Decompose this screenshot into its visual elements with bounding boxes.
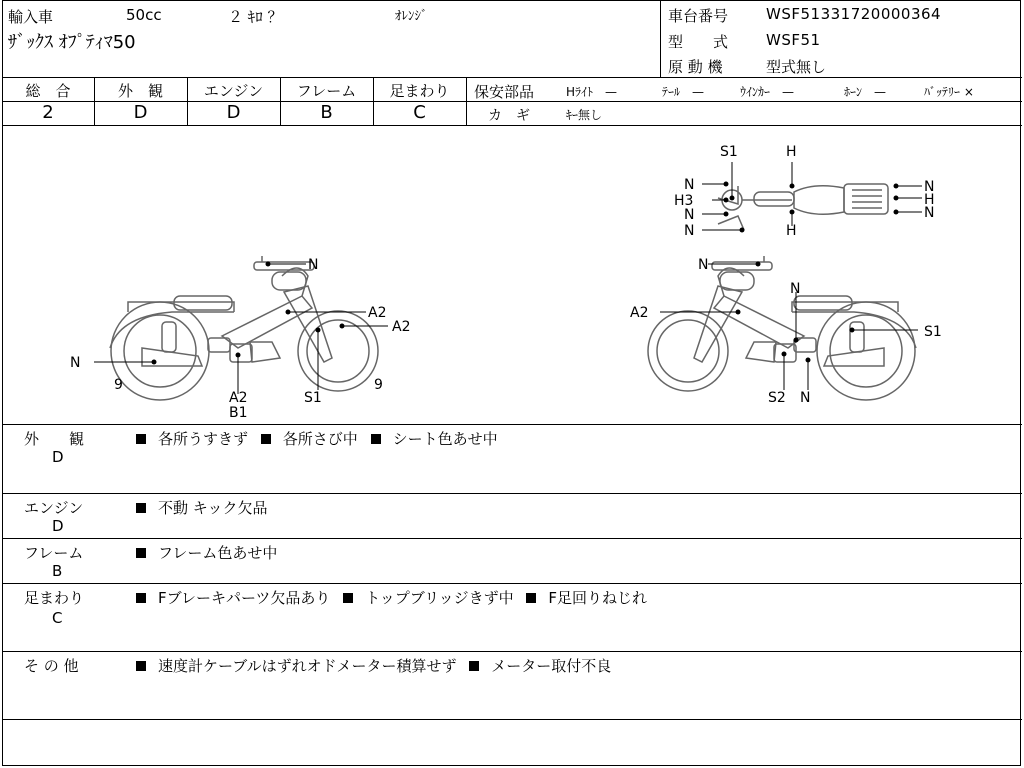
rating-header-overall: 総 合 — [25, 82, 71, 100]
note-label-frame: フレーム — [24, 544, 84, 562]
bullet-icon — [343, 593, 353, 603]
bullet-icon — [136, 548, 146, 558]
header-divider — [660, 0, 661, 77]
divider — [2, 77, 1022, 78]
key-value: ｷｰ無し — [566, 108, 603, 122]
damage-diagram — [2, 126, 1022, 424]
note-item: フレーム色あせ中 — [158, 544, 278, 562]
note-item: F足回りねじれ — [548, 589, 647, 607]
diagram-label: 9 — [374, 377, 383, 393]
note-grade-suspension: C — [52, 609, 63, 627]
rating-value-engine: D — [226, 102, 241, 123]
model-name: ｻﾞｯｸｽ ｵﾌﾟﾃｨﾏ50 — [8, 32, 136, 53]
note-item: 不動 キック欠品 — [158, 499, 268, 517]
safety-winker: ｳｲﾝｶｰ — — [740, 85, 795, 99]
vehicle-color: ｵﾚﾝｼﾞ — [395, 9, 428, 24]
divider — [2, 538, 1022, 539]
model-type-label: 型 式 — [668, 33, 729, 51]
diagram-label: H3 — [674, 193, 694, 209]
diagram-label: H — [786, 144, 797, 160]
displacement: 50cc — [126, 6, 162, 24]
note-item: メーター取付不良 — [491, 657, 612, 675]
safety-headlight: Hﾗｲﾄ — — [566, 85, 618, 99]
note-item: 各所うすきず — [158, 430, 249, 448]
rating-header-frame: フレーム — [296, 82, 357, 100]
divider — [2, 651, 1022, 652]
bullet-icon — [261, 434, 271, 444]
safety-taillight: ﾃｰﾙ — — [662, 85, 705, 99]
note-item: 各所さび中 — [282, 430, 358, 448]
diagram-label: N — [308, 257, 319, 273]
frame-no-label: 車台番号 — [668, 7, 729, 25]
scooter-right-side-view — [648, 256, 916, 400]
diagram-label: S1 — [924, 324, 942, 340]
divider — [466, 101, 1022, 102]
diagram-label: S1 — [304, 390, 322, 406]
rating-value-overall: 2 — [42, 102, 54, 123]
safety-horn: ﾎｰﾝ — — [844, 85, 887, 99]
diagram-label: S2 — [768, 390, 786, 406]
diagram-label: B1 — [229, 405, 248, 421]
diagram-label: H — [924, 192, 935, 208]
bullet-icon — [469, 661, 479, 671]
frame-no: WSF51331720000364 — [766, 5, 942, 23]
diagram-label: H — [786, 223, 797, 239]
diagram-label: N — [698, 257, 709, 273]
diagram-label: A2 — [229, 390, 248, 406]
note-grade-exterior: D — [52, 448, 64, 466]
bullet-icon — [136, 661, 146, 671]
note-grade-engine: D — [52, 517, 64, 535]
note-item: シート色あせ中 — [392, 430, 498, 448]
note-item: 速度計ケーブルはずれオドメーター積算せず — [158, 657, 457, 675]
note-exterior — [136, 428, 506, 449]
diagram-label: A2 — [630, 305, 649, 321]
bullet-icon — [526, 593, 536, 603]
diagram-label: N — [684, 177, 695, 193]
divider — [2, 424, 1022, 425]
engine-label: 原 動 機 — [668, 58, 723, 76]
mileage: ２ ｷﾛ ？ — [228, 8, 283, 26]
note-engine — [136, 497, 275, 518]
diagram-label: S1 — [720, 144, 738, 160]
engine-value: 型式無し — [766, 58, 827, 76]
vehicle-category: 輸入車 — [8, 8, 54, 26]
diagram-label: 9 — [114, 377, 123, 393]
scooter-top-view — [718, 184, 888, 230]
bullet-icon — [136, 503, 146, 513]
diagram-label: A2 — [368, 305, 387, 321]
diagram-label: N — [70, 355, 81, 371]
bullet-icon — [136, 434, 146, 444]
rating-header-engine: エンジン — [203, 82, 264, 100]
rating-value-suspension: C — [413, 102, 426, 123]
note-label-engine: エンジン — [24, 499, 84, 517]
rating-value-exterior: D — [133, 102, 148, 123]
divider — [2, 719, 1022, 720]
key-label: カ ギ — [488, 108, 530, 124]
diagram-label: N — [800, 390, 811, 406]
diagram-label: N — [924, 179, 935, 195]
diagram-label: A2 — [392, 319, 411, 335]
scooter-left-side-view — [110, 256, 378, 400]
diagram-label: N — [790, 281, 801, 297]
diagram-label: N — [684, 223, 695, 239]
note-item: トップブリッジきず中 — [365, 589, 514, 607]
diagram-label: N — [684, 207, 695, 223]
rating-value-frame: B — [320, 102, 333, 123]
note-grade-frame: B — [52, 562, 63, 580]
bullet-icon — [371, 434, 381, 444]
divider — [2, 493, 1022, 494]
rating-header-exterior: 外 観 — [117, 82, 163, 100]
note-other — [136, 655, 619, 676]
rating-header-suspension: 足まわり — [389, 82, 450, 100]
safety-battery: ﾊﾞｯﾃﾘｰ × — [924, 85, 974, 99]
divider — [2, 583, 1022, 584]
safety-label: 保安部品 — [474, 83, 535, 101]
note-item: Fブレーキパーツ欠品あり — [158, 589, 331, 607]
note-frame — [136, 542, 285, 563]
note-label-other: そ の 他 — [24, 657, 79, 675]
bullet-icon — [136, 593, 146, 603]
note-label-suspension: 足まわり — [24, 589, 85, 607]
model-type: WSF51 — [766, 31, 821, 49]
divider — [466, 77, 467, 125]
note-label-exterior: 外 観 — [24, 430, 85, 448]
diagram-label: N — [924, 205, 935, 221]
note-suspension — [136, 587, 655, 608]
